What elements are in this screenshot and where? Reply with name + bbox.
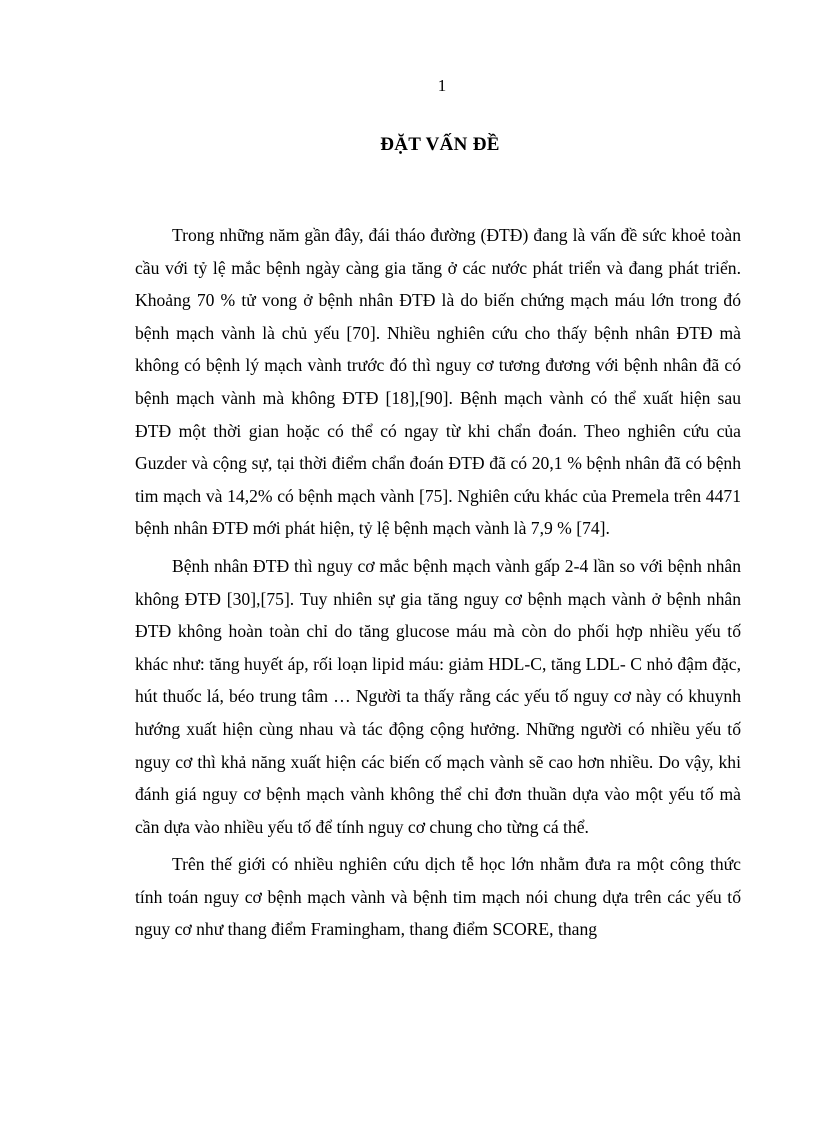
page-title: ĐẶT VẤN ĐỀ [380, 134, 500, 155]
paragraph: Bệnh nhân ĐTĐ thì nguy cơ mắc bệnh mạch vành gấp 2-4 lần so với bệnh nhân không ĐTĐ [30],[75]. Tuy nhiên sự gia tăng nguy cơ bệnh mạch vành ở bệnh nhân ĐTĐ không hoàn toàn chỉ do tăng glucose máu mà còn do phối hợp nhiều yếu tố khác như: tăng huyết áp, rối loạn lipid máu: giảm HDL-C, tăng LDL- C nhỏ đậm đặc, hút thuốc lá, béo trung tâm … Người ta thấy rằng các yếu tố nguy cơ này có khuynh hướng xuất hiện cùng nhau và tác động cộng hưởng. Những người có nhiều yếu tố nguy cơ thì khả năng xuất hiện các biến cố mạch vành sẽ cao hơn nhiều. Do vậy, khi đánh giá nguy cơ bệnh mạch vành không thể chỉ đơn thuần dựa vào một yếu tố mà cần dựa vào nhiều yếu tố để tính nguy cơ chung cho từng cá thể. [135, 555, 741, 837]
paragraph: Trong những năm gần đây, đái tháo đường (ĐTĐ) đang là vấn đề sức khoẻ toàn cầu với tỷ lệ mắc bệnh ngày càng gia tăng ở các nước phát triển và đang phát triển. Khoảng 70 % tử vong ở bệnh nhân ĐTĐ là do biến chứng mạch máu lớn trong đó bệnh mạch vành là chủ yếu [70]. Nhiều nghiên cứu cho thấy bệnh nhân ĐTĐ mà không có bệnh lý mạch vành trước đó thì nguy cơ tương đương với bệnh nhân đã có bệnh mạch vành mà không ĐTĐ [18],[90]. Bệnh mạch vành có thể xuất hiện sau ĐTĐ một thời gian hoặc có thể có ngay từ khi chẩn đoán. Theo nghiên cứu của Guzder và cộng sự, tại thời điểm chẩn đoán ĐTĐ đã có 20,1 % bệnh nhân đã có bệnh tim mạch và 14,2% có bệnh mạch vành [75]. Nghiên cứu khác của Premela trên 4471 bệnh nhân ĐTĐ mới phát hiện, tỷ lệ bệnh mạch vành là 7,9 % [74]. [135, 225, 741, 539]
paragraph: Trên thế giới có nhiều nghiên cứu dịch tễ học lớn nhằm đưa ra một công thức tính toán nguy cơ bệnh mạch vành và bệnh tim mạch nói chung dựa trên các yếu tố nguy cơ như thang điểm Framingham, thang điểm SCORE, thang [135, 854, 741, 940]
body-text [135, 219, 741, 951]
page-number: 1 [437, 76, 447, 95]
